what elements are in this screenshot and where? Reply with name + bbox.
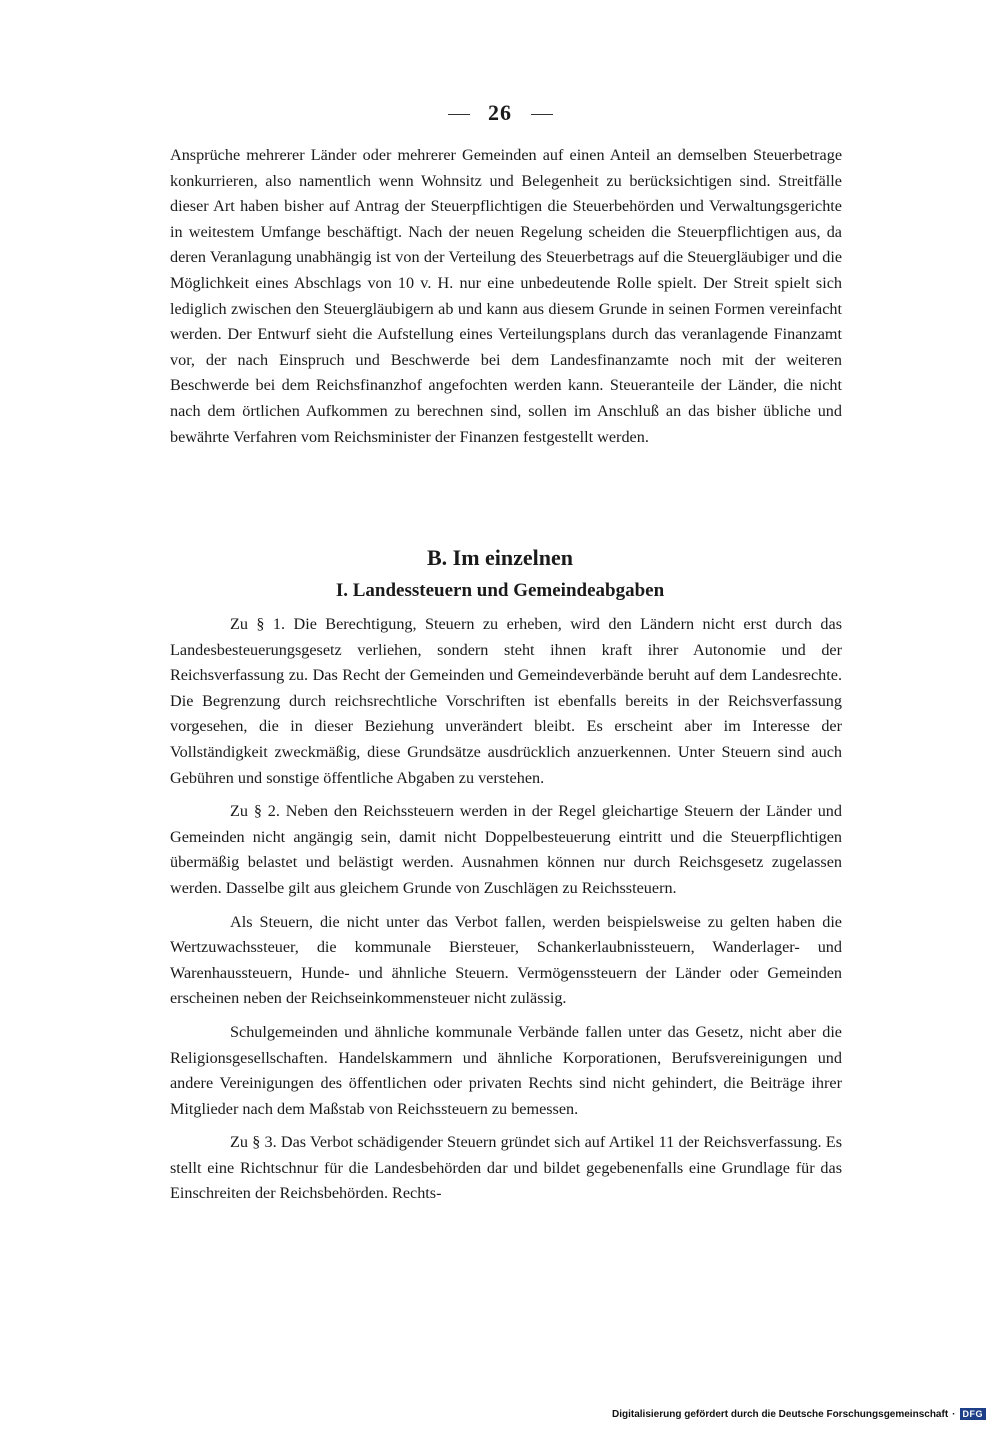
section-subheading: I. Landessteuern und Gemeindeabgaben xyxy=(335,580,665,601)
footer-separator: · xyxy=(952,1408,956,1420)
section-body xyxy=(170,612,842,1215)
intro-block xyxy=(170,143,842,458)
footer-credit xyxy=(612,1408,986,1420)
footer-text: Digitalisierung gefördert durch die Deutsche Forschungsgemeinschaft xyxy=(611,1408,949,1420)
page-number-dash-left xyxy=(448,114,470,115)
page-number-text: 26 xyxy=(488,100,512,125)
dfg-logo-icon: DFG xyxy=(960,1408,987,1420)
paragraph-schulgemeinden: Schulgemeinden und ähnliche kommunale Verbände fallen unter das Gesetz, nicht aber die Religionsgesellschaften. Handelskammern und ähnliche Korporationen, Berufsvereinigungen und andere Vereinigungen des öffentlichen oder privaten Rechts sind nicht gehindert, die Beiträge ihrer Mitglieder nach dem Maßstab von Reichssteuern zu bemessen. xyxy=(170,1022,842,1118)
paragraph-zu-2: Zu § 2. Neben den Reichssteuern werden in der Regel gleichartige Steuern der Länder und Gemeinden nicht angängig sein, damit nicht Doppelbesteuerung eintritt und die Steuerpflichtigen übermäßig belastet und belästigt werden. Ausnahmen können nur durch Reichsgesetz zugelassen werden. Dasselbe gilt aus gleichem Grunde von Zuschlägen zu Reichssteuern. xyxy=(170,802,842,897)
paragraph-zu-3: Zu § 3. Das Verbot schädigender Steuern gründet sich auf Artikel 11 der Reichsverfassung. Es stellt eine Richtschnur für die Landesbehörden dar und bildet gegebenenfalls eine Grundlage für das Einschreiten der Reichsbehörden. Rechts- xyxy=(170,1133,842,1203)
paragraph-zu-1: Zu § 1. Die Berechtigung, Steuern zu erheben, wird den Ländern nicht erst durch das Landesbesteuerungsgesetz verliehen, sondern steht ihnen kraft ihrer Autonomie und der Reichsverfassung zu. Das Recht der Gemeinden und Gemeindeverbände beruht auf dem Landesrechte. Die Begrenzung durch reichsrechtliche Vorschriften ist ebenfalls bereits in der Reichsverfassung vorgesehen, die in dieser Beziehung unverändert bleibt. Es erscheint aber im Interesse der Vollständigkeit zweckmäßig, diese Grundsätze ausdrücklich anzuerkennen. Unter Steuern sind auch Gebühren und sonstige öffentliche Abgaben zu verstehen. xyxy=(170,615,842,787)
section-heading: B. Im einzelnen xyxy=(426,545,574,570)
paragraph-steuern-examples: Als Steuern, die nicht unter das Verbot fallen, werden beispielsweise zu gelten haben die Wertzuwachssteuer, die kommunale Biersteuer, Schankerlaubnissteuern, Wanderlager- und Warenhaussteuern, Hunde- und ähnliche Steuern. Vermögenssteuern der Länder oder Gemeinden erscheinen neben der Reichseinkommensteuer nicht zulässig. xyxy=(170,912,842,1008)
intro-paragraph: Ansprüche mehrerer Länder oder mehrerer Gemeinden auf einen Anteil an demselben Steuerbetrage konkurrieren, also namentlich wenn Wohnsitz und Belegenheit zu berücksichtigen sind. Streitfälle dieser Art haben bisher auf Antrag der Steuerpflichtigen die Steuerbehörden und Verwaltungsgerichte in weitestem Umfange beschäftigt. Nach der neuen Regelung scheiden die Steuerpflichtigen aus, da deren Veranlagung unabhängig ist von der Verteilung des Steuerbetrags auf die Steuergläubiger und die Möglichkeit eines Abschlags von 10 v. H. nur eine unbedeutende Rolle spielt. Der Streit spielt sich lediglich zwischen den Steuergläubigern ab und kann aus diesem Grunde in seinen Formen vereinfacht werden. Der Entwurf sieht die Aufstellung eines Verteilungsplans durch das veranlagende Finanzamt vor, der nach Einspruch und Beschwerde bei dem Landesfinanzamte noch mit der weiteren Beschwerde bei dem Reichsfinanzhof angefochten werden kann. Steueranteile der Länder, die nicht nach dem örtlichen Aufkommen zu berechnen sind, sollen im Anschluß an das bisher übliche und bewährte Verfahren vom Reichsminister der Finanzen festgestellt werden. xyxy=(170,146,842,446)
page-number-dash-right xyxy=(531,114,553,115)
page-number xyxy=(0,100,1000,126)
